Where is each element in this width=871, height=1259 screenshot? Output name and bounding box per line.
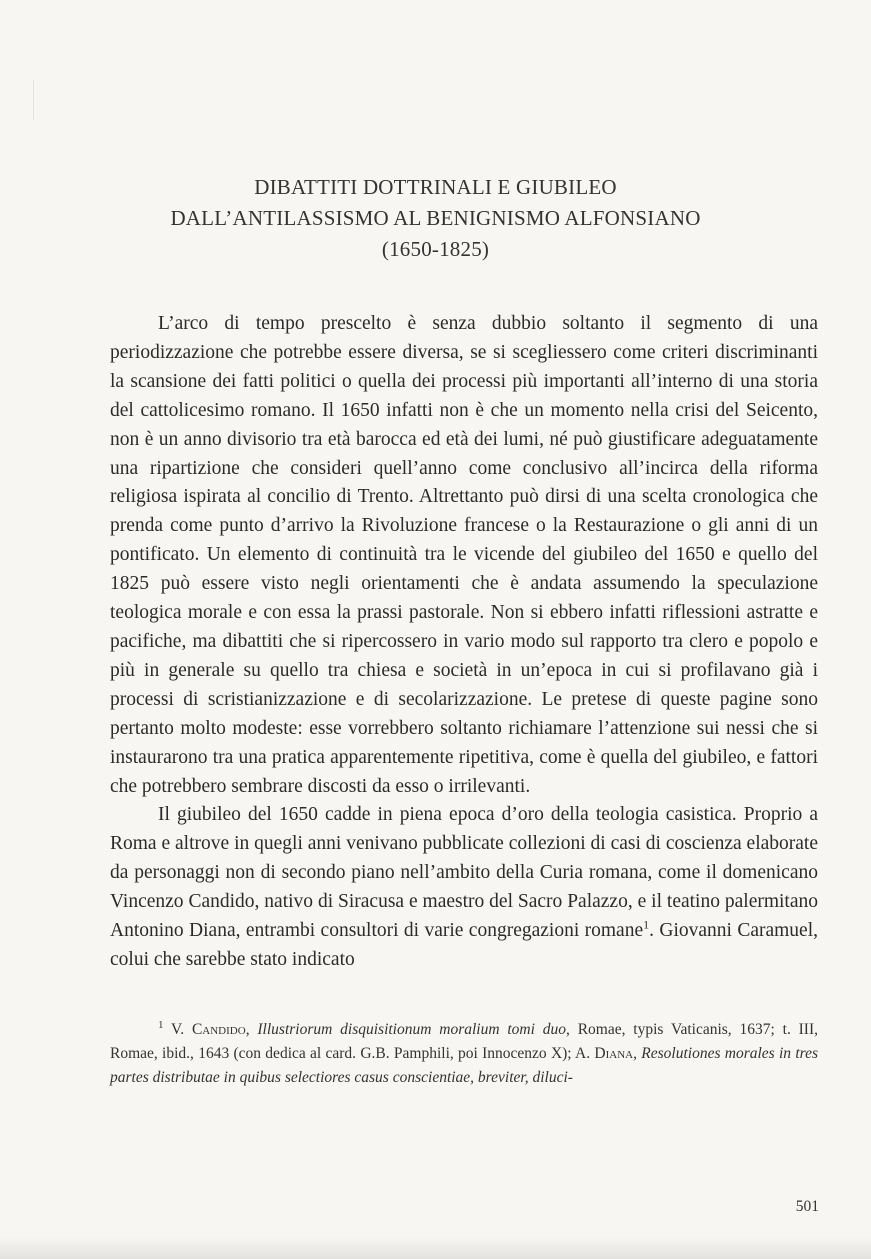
title-line-3: (1650-1825): [381, 237, 490, 261]
footnote-title1: Illustriorum disquisitionum moralium tomi duo: [257, 1021, 566, 1038]
footnote-author1-name: Candido: [191, 1021, 246, 1038]
title-line-2: DALL’ANTILASSISMO AL BENIGNISMO ALFONSIANO: [170, 206, 701, 230]
paragraph-2-text: Il giubileo del 1650 cadde in piena epoca d’oro della teologia casistica. Proprio a Roma e altrove in quegli anni venivano pubblicate collezioni di casi di coscienza elaborate da personaggi non di secondo piano nell’ambito della Curia romana, come il domenicano Vincenzo Candido, nativo di Siracusa e maestro del Sacro Palazzo, e il teatino palermitano Antonino Diana, entrambi consultori di varie congregazioni romane: [110, 804, 818, 942]
scan-bottom-shadow: [0, 1237, 871, 1259]
footnotes: [110, 1018, 818, 1090]
footnote-text1: , Romae, typis Vaticanis, 1637; t. III, Romae, ibid., 1643 (con dedica al card. G.B. Pamphili, poi Innocenzo X); A.: [110, 1021, 818, 1062]
paragraph-1: L’arco di tempo prescelto è senza dubbio soltanto il segmento di una periodizzazione che potrebbe essere diversa, se si scegliessero come criteri discriminanti la scansione dei fatti politici o quella dei processi più importanti all’interno di una storia del cattolicesimo romano. Il 1650 infatti non è che un momento nella crisi del Seicento, non è un anno divisorio tra età barocca ed età dei lumi, né può giustificare adeguatamente una ripartizione che consideri quell’anno come conclusivo all’incirca della riforma religiosa ispirata al concilio di Trento. Altrettanto può dirsi di una scelta cronologica che prenda come punto d’arrivo la Rivoluzione francese o la Restaurazione o gli anni di un pontificato. Un elemento di continuità tra le vicende del giubileo del 1650 e quello del 1825 può essere visto negli orientamenti che è andata assumendo la speculazione teologica morale e con essa la prassi pastorale. Non si ebbero infatti riflessioni astratte e pacifiche, ma dibattiti che si ripercossero in vario modo sul rapporto tra clero e popolo e più in generale su quello tra chiesa e società in un’epoca in cui si profilavano già i processi di scristianizzazione e di secolarizzazione. Le pretese di queste pagine sono pertanto molto modeste: esse vorrebbero soltanto richiamare l’attenzione sui nessi che si instaurarono tra una pratica apparentemente ripetitiva, come è quella del giubileo, e fattori che potrebbero sembrare discosti da esso o irrilevanti.: [110, 313, 818, 797]
paragraph-2-continuation: . Giovanni Caramuel, colui che sarebbe stato indicato: [110, 920, 818, 970]
footnote-text2: ,: [633, 1045, 642, 1062]
body-text: [110, 310, 818, 975]
title-line-1: DIBATTITI DOTTRINALI E GIUBILEO: [254, 175, 617, 199]
paragraph-2: [110, 801, 818, 974]
scan-edge-mark: [33, 80, 34, 120]
footnote-author1-initial: V.: [171, 1021, 192, 1038]
footnote-reference: 1: [643, 917, 650, 932]
chapter-title: [60, 172, 811, 265]
footnote-1: $^1$ V. Candido, Illustriorum disquisitionum moralium tomi duo, Romae, typis Vaticanis, 1637; t. III, Romae, ibid., 1643 (con dedica al card. G.B. Pamphili, poi Innocenzo X); A. Diana, Resolutiones morales in tres partes distributae in quibus selectiores casus conscientiae, breviter, diluci-: [110, 1018, 819, 1086]
footnote-title2: Resolutiones morales in tres partes distributae in quibus selectiores casus conscientiae, breviter, diluci-: [110, 1045, 819, 1086]
page-number: 501: [795, 1198, 819, 1215]
footnote-author2-name: Diana: [594, 1045, 634, 1062]
footnote-number: 1: [158, 1018, 164, 1031]
